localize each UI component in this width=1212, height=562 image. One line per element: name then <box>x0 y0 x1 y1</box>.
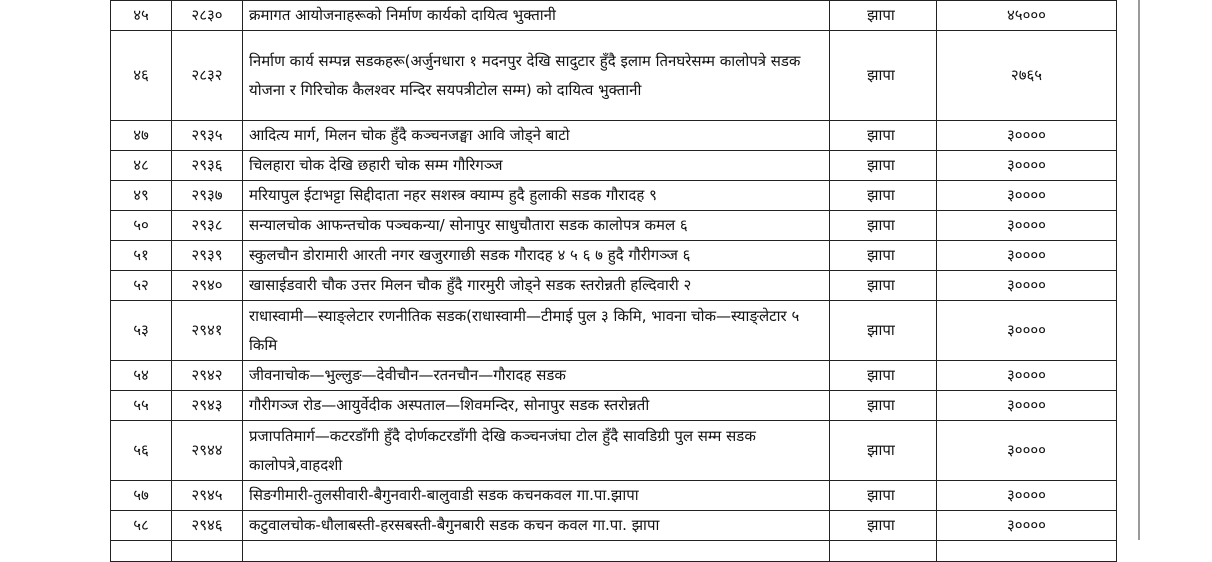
project-description-cell: राधास्वामी—स्याङ्लेटार रणनीतिक सडक(राधास्वामी—टीमाई पुल ३ किमि, भावना चोक—स्याङ्लेटार ५ किमि <box>243 301 830 361</box>
budget-code-cell: २९४६ <box>172 511 243 541</box>
project-description-cell: खासाईडवारी चौक उत्तर मिलन चौक हुँदै गारमुरी जोड्ने सडक स्तरोन्नती हल्दिवारी २ <box>243 271 830 301</box>
serial-number-cell: ४६ <box>111 31 172 121</box>
serial-number-cell: ५० <box>111 211 172 241</box>
serial-number-cell: ४८ <box>111 151 172 181</box>
district-cell: झापा <box>830 391 937 421</box>
project-description-cell: आदित्य मार्ग, मिलन चोक हुँदै कञ्चनजङ्घा आवि जोड्ने बाटो <box>243 121 830 151</box>
budget-code-cell: २९४० <box>172 271 243 301</box>
amount-cell: ३०००० <box>937 211 1117 241</box>
district-cell: झापा <box>830 211 937 241</box>
project-description-cell: क्रमागत आयोजनाहरूको निर्माण कार्यको दायित्व भुक्तानी <box>243 1 830 31</box>
table-row <box>111 301 1117 361</box>
amount-cell: ४५००० <box>937 1 1117 31</box>
serial-number-cell: ५५ <box>111 391 172 421</box>
table-row <box>111 211 1117 241</box>
serial-number-cell <box>111 541 172 562</box>
table-body <box>111 1 1117 562</box>
table-row <box>111 391 1117 421</box>
amount-cell: ३०००० <box>937 151 1117 181</box>
amount-cell: ३०००० <box>937 421 1117 481</box>
project-description-cell: सिङगीमारी-तुलसीवारी-बैगुनवारी-बालुवाडी सडक कचनकवल गा.पा.झापा <box>243 481 830 511</box>
district-cell: झापा <box>830 1 937 31</box>
budget-code-cell: २९४२ <box>172 361 243 391</box>
table-row <box>111 241 1117 271</box>
budget-code-cell: २९४४ <box>172 421 243 481</box>
table-row <box>111 271 1117 301</box>
serial-number-cell: ४७ <box>111 121 172 151</box>
project-description-cell: जीवनाचोक—भुल्लुङ—देवीचौन—रतनचौन—गौरादह सडक <box>243 361 830 391</box>
project-description-cell <box>243 541 830 562</box>
amount-cell: ३०००० <box>937 301 1117 361</box>
serial-number-cell: ५३ <box>111 301 172 361</box>
budget-code-cell <box>172 541 243 562</box>
amount-cell <box>937 541 1117 562</box>
district-cell: झापा <box>830 151 937 181</box>
district-cell: झापा <box>830 481 937 511</box>
amount-cell: ३०००० <box>937 511 1117 541</box>
serial-number-cell: ५७ <box>111 481 172 511</box>
project-description-cell: प्रजापतिमार्ग—कटरडाँगी हुँदै दोर्णकटरडाँगी देखि कञ्चनजंघा टोल हुँदै सावडिग्री पुल सम्म सडक कालोपत्रे,वाहदशी <box>243 421 830 481</box>
district-cell: झापा <box>830 31 937 121</box>
budget-table <box>110 0 1117 562</box>
table-row <box>111 421 1117 481</box>
table-row <box>111 481 1117 511</box>
district-cell: झापा <box>830 271 937 301</box>
serial-number-cell: ४९ <box>111 181 172 211</box>
project-description-cell: निर्माण कार्य सम्पन्न सडकहरू(अर्जुनधारा १ मदनपुर देखि सादुटार हुँदै इलाम तिनघरेसम्म कालोपत्रे सडक योजना र गिरिचोक कैलश्वर मन्दिर सयपत्रीटोल सम्म) को दायित्व भुक्तानी <box>243 31 830 121</box>
table-row <box>111 121 1117 151</box>
amount-cell: ३०००० <box>937 481 1117 511</box>
serial-number-cell: ५२ <box>111 271 172 301</box>
district-cell: झापा <box>830 121 937 151</box>
budget-code-cell: २९३५ <box>172 121 243 151</box>
budget-code-cell: २९४५ <box>172 481 243 511</box>
district-cell <box>830 541 937 562</box>
table-row <box>111 1 1117 31</box>
amount-cell: ३०००० <box>937 121 1117 151</box>
amount-cell: ३०००० <box>937 181 1117 211</box>
budget-code-cell: २९३६ <box>172 151 243 181</box>
serial-number-cell: ५८ <box>111 511 172 541</box>
amount-cell: ३०००० <box>937 271 1117 301</box>
project-description-cell: सन्यालचोक आफन्तचोक पञ्चकन्या/ सोनापुर साधुचौतारा सडक कालोपत्र कमल ६ <box>243 211 830 241</box>
budget-code-cell: २९३७ <box>172 181 243 211</box>
serial-number-cell: ४५ <box>111 1 172 31</box>
serial-number-cell: ५६ <box>111 421 172 481</box>
district-cell: झापा <box>830 241 937 271</box>
table-row <box>111 511 1117 541</box>
page-edge-divider <box>1138 0 1140 540</box>
table-row <box>111 541 1117 562</box>
project-description-cell: गौरीगञ्ज रोड—आयुर्वेदीक अस्पताल—शिवमन्दिर, सोनापुर सडक स्तरोन्नती <box>243 391 830 421</box>
table-row <box>111 181 1117 211</box>
serial-number-cell: ५१ <box>111 241 172 271</box>
budget-code-cell: २८३० <box>172 1 243 31</box>
district-cell: झापा <box>830 181 937 211</box>
serial-number-cell: ५४ <box>111 361 172 391</box>
project-description-cell: चिलहारा चोक देखि छहारी चोक सम्म गौरिगञ्ज <box>243 151 830 181</box>
district-cell: झापा <box>830 361 937 391</box>
budget-code-cell: २९३९ <box>172 241 243 271</box>
table-row <box>111 361 1117 391</box>
table-row <box>111 31 1117 121</box>
project-description-cell: स्कुलचौन डोरामारी आरती नगर खजुरगाछी सडक गौरादह ४ ५ ६ ७ हुदै गौरीगञ्ज ६ <box>243 241 830 271</box>
budget-code-cell: २८३२ <box>172 31 243 121</box>
budget-code-cell: २९४१ <box>172 301 243 361</box>
amount-cell: ३०००० <box>937 391 1117 421</box>
amount-cell: ३०००० <box>937 241 1117 271</box>
table-row <box>111 151 1117 181</box>
district-cell: झापा <box>830 301 937 361</box>
district-cell: झापा <box>830 511 937 541</box>
budget-code-cell: २९३८ <box>172 211 243 241</box>
district-cell: झापा <box>830 421 937 481</box>
project-description-cell: कटुवालचोक-धौलाबस्ती-हरसबस्ती-बैगुनबारी सडक कचन कवल गा.पा. झापा <box>243 511 830 541</box>
budget-code-cell: २९४३ <box>172 391 243 421</box>
project-description-cell: मरियापुल ईटाभट्टा सिद्दीदाता नहर सशस्त्र क्याम्प हुदै हुलाकी सडक गौरादह ९ <box>243 181 830 211</box>
amount-cell: ३०००० <box>937 361 1117 391</box>
amount-cell: २७६५ <box>937 31 1117 121</box>
